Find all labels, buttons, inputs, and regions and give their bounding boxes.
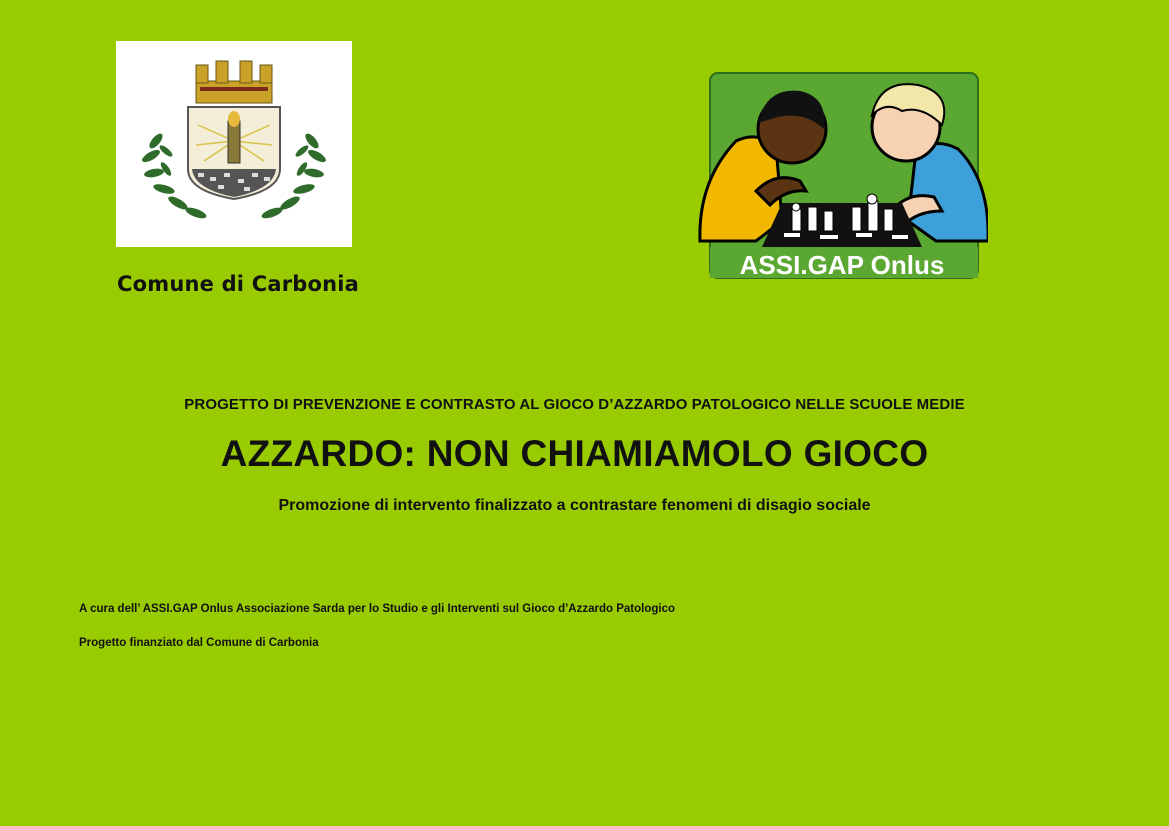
credit-line: A cura dell’ ASSI.GAP Onlus Associazione Sarda per lo Studio e gli Interventi sul Gioco d’Azzardo Patologico	[79, 603, 675, 615]
municipality-name: Comune di Carbonia	[117, 272, 360, 296]
project-line: PROGETTO DI PREVENZIONE E CONTRASTO AL GIOCO D’AZZARDO PATOLOGICO NELLE SCUOLE MEDIE	[184, 396, 965, 413]
promo-subtitle: Promozione di intervento finalizzato a contrastare fenomeni di disagio sociale	[278, 497, 871, 514]
funding-line: Progetto finanziato dal Comune di Carbonia	[79, 637, 319, 649]
assigap-logo	[696, 71, 988, 280]
main-title: AZZARDO: NON CHIAMIAMOLO GIOCO	[220, 433, 929, 474]
comune-crest-logo	[116, 41, 352, 247]
assigap-logo-label: ASSI.GAP Onlus	[739, 250, 945, 280]
